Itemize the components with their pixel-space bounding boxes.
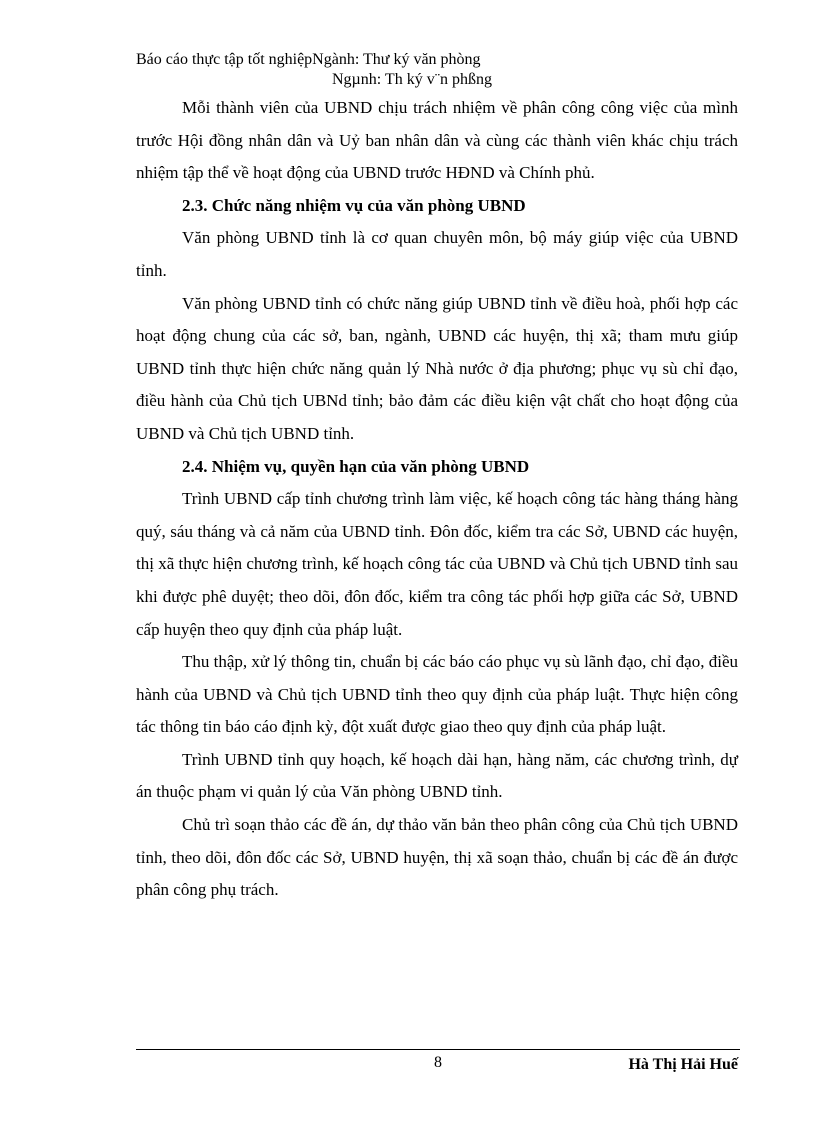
- paragraph-4: Trình UBND cấp tỉnh chương trình làm việc, kế hoạch công tác hàng tháng hàng quý, sáu tháng và cả năm của UBND tỉnh. Đôn đốc, kiểm tra các Sở, UBND các huyện, thị xã thực hiện chương trình, kế hoạch công tác của UBND và Chủ tịch UBND tỉnh sau khi được phê duyệt; theo dõi, đôn đốc, kiểm tra công tác phối hợp giữa các Sở, UBND cấp huyện theo quy định của pháp luật.: [136, 489, 738, 639]
- section-heading-2-3: 2.3. Chức năng nhiệm vụ của văn phòng UBND: [182, 195, 526, 215]
- footer-author: Hà Thị Hải Huế: [628, 1056, 738, 1073]
- paragraph-1: Mỗi thành viên của UBND chịu trách nhiệm về phân công công việc của mình trước Hội đồng nhân dân và Uỷ ban nhân dân và cùng các thành viên khác chịu trách nhiệm tập thể về hoạt động của UBND trước HĐND và Chính phủ.: [136, 98, 738, 183]
- header-line-2: Ngµnh: Th ký v¨n phßng: [332, 71, 493, 88]
- paragraph-6: Trình UBND tỉnh quy hoạch, kế hoạch dài hạn, hàng năm, các chương trình, dự án thuộc phạm vi quản lý của Văn phòng UBND tỉnh.: [136, 749, 738, 802]
- page-number: 8: [434, 1054, 442, 1071]
- paragraph-7: Chủ trì soạn thảo các đề án, dự thảo văn bản theo phân công của Chủ tịch UBND tỉnh, theo dõi, đôn đốc các Sở, UBND huyện, thị xã soạn thảo, chuẩn bị các đề án được phân công phụ trách.: [136, 815, 738, 900]
- paragraph-5: Thu thập, xử lý thông tin, chuẩn bị các báo cáo phục vụ sù lãnh đạo, chỉ đạo, điều hành của UBND và Chủ tịch UBND tỉnh theo quy định của pháp luật. Thực hiện công tác thông tin báo cáo định kỳ, đột xuất được giao theo quy định của pháp luật.: [136, 652, 738, 737]
- paragraph-2: Văn phòng UBND tỉnh là cơ quan chuyên môn, bộ máy giúp việc của UBND tỉnh.: [136, 228, 738, 280]
- footer-divider: [136, 1049, 740, 1050]
- paragraph-3: Văn phòng UBND tỉnh có chức năng giúp UBND tỉnh về điều hoà, phối hợp các hoạt động chung của các sở, ban, ngành, UBND các huyện, thị xã; tham mưu giúp UBND tỉnh thực hiện chức năng quản lý Nhà nước ở địa phương; phục vụ sù chỉ đạo, điều hành của Chủ tịch UBNd tỉnh; bảo đảm các điều kiện vật chất cho hoạt động của UBND và Chủ tịch UBND tỉnh.: [136, 293, 738, 443]
- header-line-1: Báo cáo thực tập tốt nghiệpNgành: Thư ký văn phòng: [136, 51, 481, 68]
- page-header: [136, 50, 736, 90]
- section-heading-2-4: 2.4. Nhiệm vụ, quyền hạn của văn phòng UBND: [182, 456, 530, 476]
- document-body: [136, 92, 738, 907]
